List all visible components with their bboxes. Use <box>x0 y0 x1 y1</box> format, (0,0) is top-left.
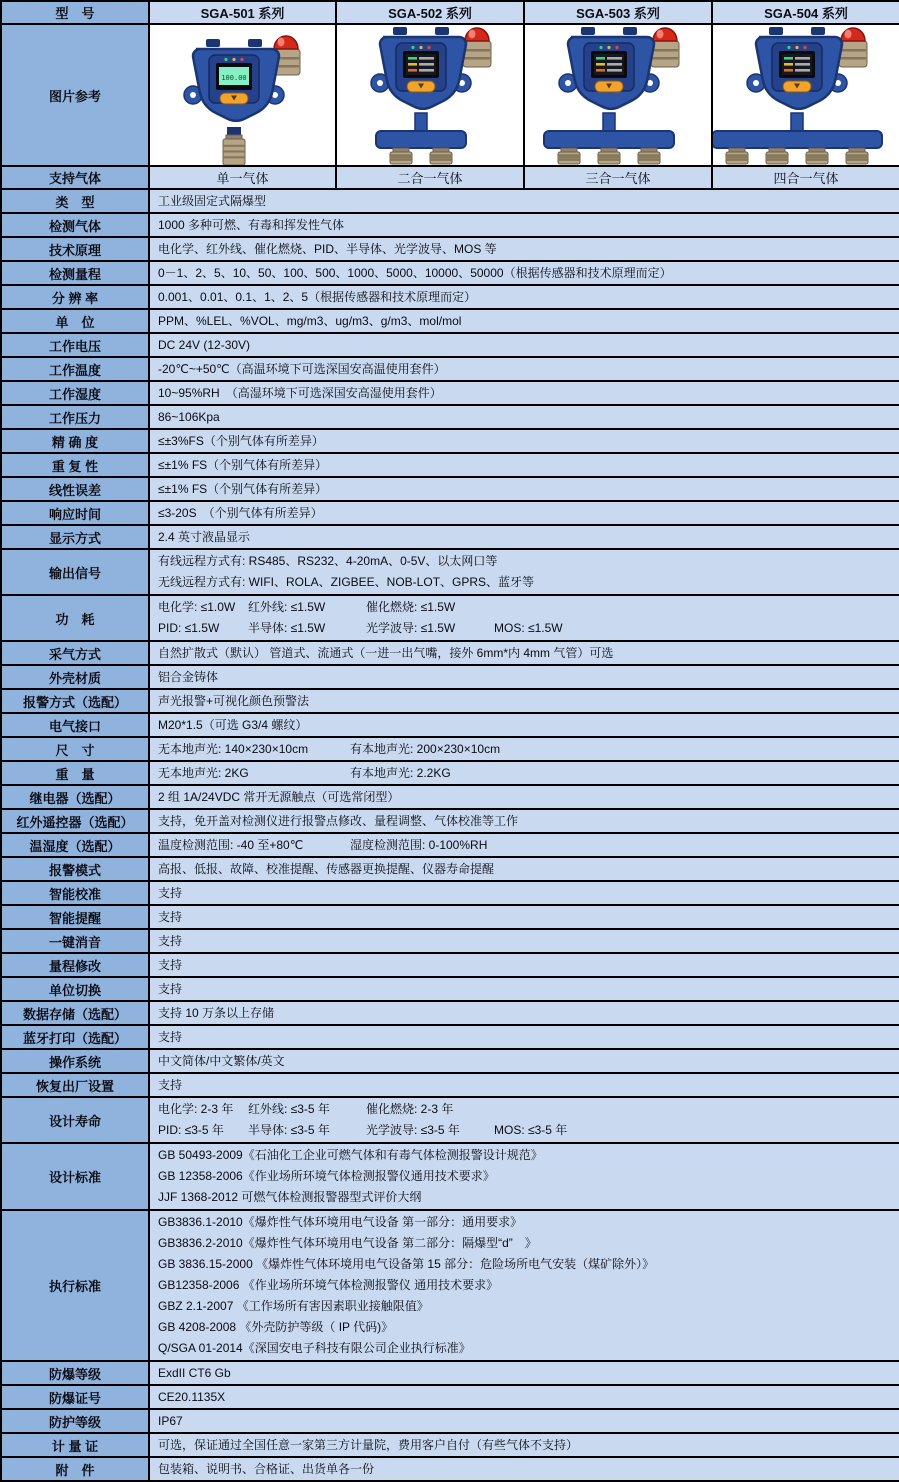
spec-row <box>1 977 899 1001</box>
spec-value-line: ≤±1% FS（个别气体有所差异） <box>158 458 328 472</box>
sensor-probe <box>638 148 660 164</box>
spec-row <box>1 405 899 429</box>
spec-value <box>149 1210 899 1361</box>
spec-value <box>149 1361 899 1385</box>
spec-row <box>1 595 899 641</box>
spec-row <box>1 833 899 857</box>
spec-value <box>149 689 899 713</box>
spec-value-segment: 有本地声光: 200×230×10cm <box>350 742 501 756</box>
spec-row <box>1 1385 899 1409</box>
spec-value-line: GB 12358-2006《作业场所环境气体检测报警仪通用技术要求》 <box>158 1169 495 1183</box>
spec-value-line: GB 50493-2009《石油化工企业可燃气体和有毒气体检测报警设计规范》 <box>158 1148 543 1162</box>
spec-value <box>149 737 899 761</box>
manifold <box>544 131 674 148</box>
spec-row <box>1 1001 899 1025</box>
spec-row <box>1 1049 899 1073</box>
spec-label: 工作压力 <box>1 405 149 429</box>
spec-value <box>149 237 899 261</box>
spec-label: 防爆证号 <box>1 1385 149 1409</box>
spec-value <box>149 405 899 429</box>
spec-label: 输出信号 <box>1 549 149 595</box>
spec-label: 设计寿命 <box>1 1097 149 1143</box>
spec-value-line <box>158 763 891 783</box>
spec-label: 操作系统 <box>1 1049 149 1073</box>
gas-detector-illustration <box>150 25 336 165</box>
spec-value-line: DC 24V (12-30V) <box>158 338 251 352</box>
spec-value-line: Q/SGA 01-2014《深国安电子科技有限公司企业执行标准》 <box>158 1341 471 1355</box>
spec-row <box>1 357 899 381</box>
spec-row <box>1 1433 899 1457</box>
spec-value-line: 无线远程方式有: WIFI、ROLA、ZIGBEE、NOB-LOT、GPRS、蓝牙等 <box>158 575 535 589</box>
spec-value-line <box>158 1099 891 1120</box>
spec-value-line: JJF 1368-2012 可燃气体检测报警器型式评价大纲 <box>158 1190 422 1204</box>
spec-row <box>1 549 899 595</box>
spec-value-line <box>158 739 891 759</box>
spec-label: 附 件 <box>1 1457 149 1481</box>
spec-label: 智能提醒 <box>1 905 149 929</box>
spec-row <box>1 929 899 953</box>
spec-value-line: 支持 <box>158 910 183 924</box>
model-name: SGA-501 系列 <box>149 1 336 24</box>
spec-value <box>149 381 899 405</box>
model-name: SGA-504 系列 <box>712 1 899 24</box>
sensor-probe <box>766 148 788 164</box>
spec-value-line <box>158 1120 891 1141</box>
spec-value <box>149 333 899 357</box>
spec-value <box>149 881 899 905</box>
model-header-row <box>1 1 899 24</box>
spec-value-line: GB3836.2-2010《爆炸性气体环境用电气设备 第二部分：隔爆型“d” 》 <box>158 1236 537 1250</box>
spec-value <box>149 1001 899 1025</box>
spec-row <box>1 189 899 213</box>
spec-label: 技术原理 <box>1 237 149 261</box>
model-name: SGA-503 系列 <box>524 1 712 24</box>
spec-value-line: GB 4208-2008 《外壳防护等级（ IP 代码)》 <box>158 1320 394 1334</box>
spec-value-segment: 光学波导: ≤3-5 年 <box>366 1123 460 1137</box>
spec-row <box>1 285 899 309</box>
spec-value-segment: 无本地声光: 2KG <box>158 766 249 780</box>
spec-value-segment: 无本地声光: 140×230×10cm <box>158 742 309 756</box>
spec-value-line: 86~106Kpa <box>158 410 220 424</box>
spec-value <box>149 429 899 453</box>
spec-label: 计 量 证 <box>1 1433 149 1457</box>
spec-value-line: 中文简体/中文繁体/英文 <box>158 1054 285 1068</box>
spec-value-segment: 有本地声光: 2.2KG <box>350 766 451 780</box>
spec-row <box>1 1210 899 1361</box>
sensor-probe <box>558 148 580 164</box>
spec-label: 恢复出厂设置 <box>1 1073 149 1097</box>
device-image-sga-501 <box>149 24 336 166</box>
spec-value <box>149 761 899 785</box>
detector-body <box>747 27 847 109</box>
spec-value-line: 高报、低报、故障、校准提醒、传感器更换提醒、仪器寿命提醒 <box>158 862 495 876</box>
spec-row <box>1 429 899 453</box>
detector-body <box>559 27 659 109</box>
spec-value-line: 1000 多种可燃、有毒和挥发性气体 <box>158 218 345 232</box>
spec-value <box>149 905 899 929</box>
spec-value <box>149 595 899 641</box>
spec-label: 防爆等级 <box>1 1361 149 1385</box>
spec-label: 一键消音 <box>1 929 149 953</box>
spec-row <box>1 713 899 737</box>
gas-type: 二合一气体 <box>336 166 524 189</box>
spec-value-line: ≤±3%FS（个别气体有所差异） <box>158 434 324 448</box>
spec-value-line: PPM、%LEL、%VOL、mg/m3、ug/m3、g/m3、mol/mol <box>158 314 462 328</box>
spec-label: 电气接口 <box>1 713 149 737</box>
sensor-probe <box>223 135 245 165</box>
lcd-reading: 100.00 <box>221 74 247 82</box>
spec-row <box>1 1143 899 1210</box>
spec-value <box>149 1143 899 1210</box>
spec-value <box>149 1433 899 1457</box>
spec-value <box>149 713 899 737</box>
spec-value <box>149 953 899 977</box>
spec-row <box>1 477 899 501</box>
spec-value <box>149 213 899 237</box>
spec-label: 红外遥控器（选配） <box>1 809 149 833</box>
spec-row <box>1 453 899 477</box>
spec-value <box>149 833 899 857</box>
sensor-probe <box>598 148 620 164</box>
spec-value <box>149 1049 899 1073</box>
spec-value-line <box>158 618 891 639</box>
spec-label: 工作温度 <box>1 357 149 381</box>
spec-value <box>149 641 899 665</box>
sensor-probe <box>430 148 452 164</box>
spec-value-line: 有线远程方式有: RS485、RS232、4-20mA、0-5V、以太网口等 <box>158 554 498 568</box>
spec-value-line: M20*1.5（可选 G3/4 螺纹） <box>158 718 308 732</box>
spec-value <box>149 785 899 809</box>
spec-row <box>1 641 899 665</box>
spec-label: 尺 寸 <box>1 737 149 761</box>
spec-label: 单 位 <box>1 309 149 333</box>
spec-value-line: 电化学、红外线、催化燃烧、PID、半导体、光学波导、MOS 等 <box>158 242 497 256</box>
spec-row <box>1 785 899 809</box>
spec-value <box>149 309 899 333</box>
spec-row <box>1 261 899 285</box>
spec-value-line: 2 组 1A/24VDC 常开无源触点（可选常闭型） <box>158 790 400 804</box>
spec-label: 数据存储（选配） <box>1 1001 149 1025</box>
gas-detector-illustration <box>337 25 523 165</box>
spec-row <box>1 1097 899 1143</box>
spec-value-line: ExdII CT6 Gb <box>158 1366 231 1380</box>
spec-row <box>1 501 899 525</box>
spec-value-line: 0.001、0.01、0.1、1、2、5（根据传感器和技术原理而定） <box>158 290 477 304</box>
spec-value-line: 支持 <box>158 886 183 900</box>
spec-value-line: ≤3-20S （个别气体有所差异） <box>158 506 323 520</box>
spec-value-segment: PID: ≤3-5 年 <box>158 1123 224 1137</box>
spec-value <box>149 1409 899 1433</box>
spec-value-line <box>158 835 891 855</box>
spec-label: 继电器（选配） <box>1 785 149 809</box>
spec-label: 采气方式 <box>1 641 149 665</box>
model-name: SGA-502 系列 <box>336 1 524 24</box>
spec-row <box>1 1361 899 1385</box>
spec-value <box>149 857 899 881</box>
spec-label: 精 确 度 <box>1 429 149 453</box>
spec-value <box>149 1025 899 1049</box>
model-row-label: 型 号 <box>1 1 149 24</box>
spec-label: 量程修改 <box>1 953 149 977</box>
spec-row <box>1 213 899 237</box>
spec-label: 报警方式（选配） <box>1 689 149 713</box>
spec-value <box>149 665 899 689</box>
spec-value-line: IP67 <box>158 1414 183 1428</box>
spec-value-segment: 红外线: ≤1.5W <box>248 600 326 614</box>
spec-row <box>1 737 899 761</box>
gas-type: 四合一气体 <box>712 166 899 189</box>
spec-value <box>149 977 899 1001</box>
spec-label: 工作电压 <box>1 333 149 357</box>
spec-value-line: ≤±1% FS（个别气体有所差异） <box>158 482 328 496</box>
sensor-probe <box>726 148 748 164</box>
spec-value <box>149 525 899 549</box>
spec-label: 设计标准 <box>1 1143 149 1210</box>
spec-label: 检测量程 <box>1 261 149 285</box>
spec-value-segment: 半导体: ≤1.5W <box>248 621 326 635</box>
spec-value <box>149 357 899 381</box>
spec-value-line: GBZ 2.1-2007 《工作场所有害因素职业接触限值》 <box>158 1299 429 1313</box>
spec-row <box>1 381 899 405</box>
spec-value-line: CE20.1135X <box>158 1390 226 1404</box>
spec-value <box>149 1385 899 1409</box>
device-image-sga-502 <box>336 24 524 166</box>
spec-value-segment: 光学波导: ≤1.5W <box>366 621 456 635</box>
gas-row-label: 支持气体 <box>1 166 149 189</box>
spec-row <box>1 953 899 977</box>
spec-value-segment: 湿度检测范围: 0-100%RH <box>350 838 488 852</box>
spec-value-line: 声光报警+可视化颜色预警法 <box>158 694 310 708</box>
spec-value-segment: MOS: ≤3-5 年 <box>494 1123 568 1137</box>
spec-label: 检测气体 <box>1 213 149 237</box>
spec-label: 功 耗 <box>1 595 149 641</box>
spec-value-line: 10~95%RH （高湿环境下可选深国安高湿使用套件） <box>158 386 442 400</box>
spec-value-segment: 催化燃烧: 2-3 年 <box>366 1102 454 1116</box>
spec-row <box>1 905 899 929</box>
spec-label: 蓝牙打印（选配） <box>1 1025 149 1049</box>
spec-label: 工作湿度 <box>1 381 149 405</box>
sensor-probe <box>806 148 828 164</box>
spec-value-segment: MOS: ≤1.5W <box>494 621 563 635</box>
detector-body <box>371 27 471 109</box>
spec-value-line: 支持 <box>158 1030 183 1044</box>
spec-value-line: 支持 <box>158 958 183 972</box>
spec-value <box>149 453 899 477</box>
spec-value-line: 铝合金铸体 <box>158 670 219 684</box>
spec-row <box>1 1409 899 1433</box>
spec-value-line: 可选，保证通过全国任意一家第三方计量院，费用客户自付（有些气体不支持） <box>158 1438 579 1452</box>
sensor-probe <box>390 148 412 164</box>
spec-value-line: 支持 <box>158 1078 183 1092</box>
spec-label: 重 量 <box>1 761 149 785</box>
spec-row <box>1 309 899 333</box>
spec-value <box>149 261 899 285</box>
sensor-probe <box>846 148 868 164</box>
spec-label: 重 复 性 <box>1 453 149 477</box>
spec-value-segment: 红外线: ≤3-5 年 <box>248 1102 330 1116</box>
gas-detector-illustration <box>713 25 899 165</box>
gas-row <box>1 166 899 189</box>
spec-value-line: 包装箱、说明书、合格证、出货单各一份 <box>158 1462 375 1476</box>
spec-label: 单位切换 <box>1 977 149 1001</box>
spec-value <box>149 549 899 595</box>
spec-label: 类 型 <box>1 189 149 213</box>
spec-row <box>1 333 899 357</box>
spec-value-line <box>158 597 891 618</box>
spec-value-line: 支持，免开盖对检测仪进行报警点修改、量程调整、气体校准等工作 <box>158 814 519 828</box>
manifold <box>376 131 466 148</box>
spec-row <box>1 761 899 785</box>
spec-label: 显示方式 <box>1 525 149 549</box>
spec-value <box>149 929 899 953</box>
spec-label: 执行标准 <box>1 1210 149 1361</box>
spec-label: 温湿度（选配） <box>1 833 149 857</box>
spec-value-line: 工业级固定式隔爆型 <box>158 194 267 208</box>
spec-value <box>149 501 899 525</box>
spec-value-line: -20℃~+50℃（高温环境下可选深国安高温使用套件） <box>158 362 446 376</box>
gas-type: 三合一气体 <box>524 166 712 189</box>
spec-value-segment: 半导体: ≤3-5 年 <box>248 1123 330 1137</box>
spec-row <box>1 237 899 261</box>
spec-label: 报警模式 <box>1 857 149 881</box>
gas-detector-illustration <box>525 25 711 165</box>
spec-row <box>1 809 899 833</box>
spec-value-line: 2.4 英寸液晶显示 <box>158 530 251 544</box>
spec-row <box>1 1457 899 1481</box>
spec-value-line: 支持 10 万条以上存储 <box>158 1006 275 1020</box>
spec-row <box>1 525 899 549</box>
spec-row <box>1 1073 899 1097</box>
spec-value-line: GB3836.1-2010《爆炸性气体环境用电气设备 第一部分：通用要求》 <box>158 1215 523 1229</box>
spec-value <box>149 809 899 833</box>
spec-label: 外壳材质 <box>1 665 149 689</box>
spec-label: 分 辨 率 <box>1 285 149 309</box>
detector-body <box>184 39 284 121</box>
spec-value <box>149 189 899 213</box>
spec-label: 线性误差 <box>1 477 149 501</box>
spec-value-line: GB 3836.15-2000 《爆炸性气体环境用电气设备第 15 部分：危险场所电气安装（煤矿除外）》 <box>158 1257 655 1271</box>
spec-row <box>1 665 899 689</box>
spec-value-segment: 温度检测范围: -40 至+80℃ <box>158 838 304 852</box>
spec-label: 智能校准 <box>1 881 149 905</box>
spec-value-line: GB12358-2006 《作业场所环境气体检测报警仪 通用技术要求》 <box>158 1278 499 1292</box>
spec-value <box>149 285 899 309</box>
spec-value-line: 自然扩散式（默认） 管道式、流通式（一进一出气嘴，接外 6mm*内 4mm 气管）可选 <box>158 646 614 660</box>
spec-value-segment: 催化燃烧: ≤1.5W <box>366 600 456 614</box>
spec-value-segment: 电化学: ≤1.0W <box>158 600 236 614</box>
spec-value-line: 0－1、2、5、10、50、100、500、1000、5000、10000、50000（根据传感器和技术原理而定） <box>158 266 672 280</box>
spec-row <box>1 689 899 713</box>
image-row-label: 图片参考 <box>1 24 149 166</box>
gas-type: 单一气体 <box>149 166 336 189</box>
spec-row <box>1 1025 899 1049</box>
spec-value-line: 支持 <box>158 934 183 948</box>
manifold <box>713 131 882 148</box>
spec-row <box>1 881 899 905</box>
spec-row <box>1 857 899 881</box>
image-row <box>1 24 899 166</box>
device-image-sga-504 <box>712 24 899 166</box>
spec-value <box>149 477 899 501</box>
spec-label: 防护等级 <box>1 1409 149 1433</box>
device-image-sga-503 <box>524 24 712 166</box>
spec-value <box>149 1097 899 1143</box>
spec-value-segment: 电化学: 2-3 年 <box>158 1102 234 1116</box>
spec-value-line: 支持 <box>158 982 183 996</box>
spec-value <box>149 1457 899 1481</box>
spec-value <box>149 1073 899 1097</box>
spec-value-segment: PID: ≤1.5W <box>158 621 220 635</box>
spec-label: 响应时间 <box>1 501 149 525</box>
